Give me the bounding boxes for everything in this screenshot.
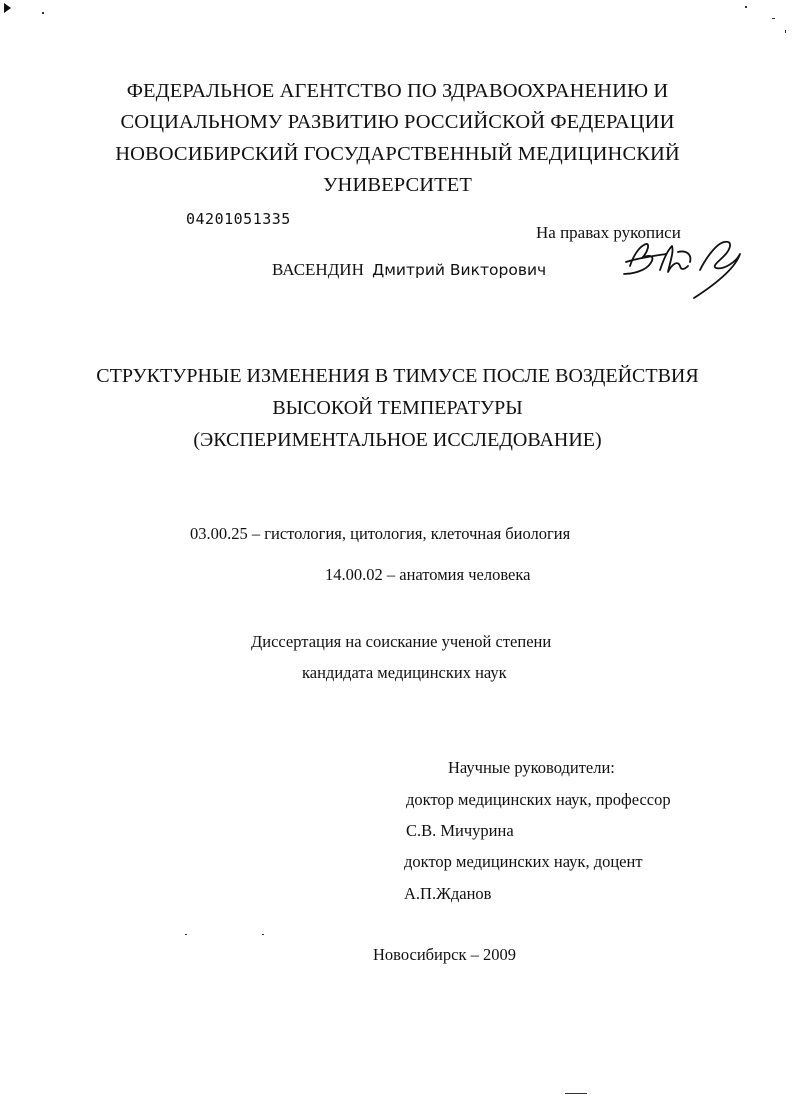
author-given-names: Дмитрий Викторович — [372, 261, 547, 279]
thesis-title-line-3: (ЭКСПЕРИМЕНТАЛЬНОЕ ИССЛЕДОВАНИЕ) — [193, 429, 602, 451]
specialty-code-2: 14.00.02 – анатомия человека — [325, 565, 531, 584]
scan-corner-mark-icon — [3, 2, 13, 14]
supervisor-1-title: доктор медицинских наук, профессор — [406, 790, 671, 809]
thesis-title-line-2: ВЫСОКОЙ ТЕМПЕРАТУРЫ — [272, 397, 523, 419]
author-name — [272, 260, 546, 280]
scan-speck — [745, 6, 747, 8]
institution-line-2: СОЦИАЛЬНОМУ РАЗВИТИЮ РОССИЙСКОЙ ФЕДЕРАЦИИ — [120, 111, 675, 133]
degree-line-2: кандидата медицинских наук — [302, 663, 507, 682]
supervisor-2-name: А.П.Жданов — [404, 884, 492, 903]
supervisor-2-title: доктор медицинских наук, доцент — [404, 852, 643, 871]
catalog-number: 04201051335 — [186, 210, 291, 228]
specialty-code-1: 03.00.25 – гистология, цитология, клеточная биология — [190, 524, 571, 543]
place-and-year: Новосибирск – 2009 — [373, 945, 516, 964]
scan-speck — [772, 18, 775, 19]
scan-speck — [565, 1093, 587, 1094]
scan-speck — [42, 12, 44, 14]
thesis-title-line-1: СТРУКТУРНЫЕ ИЗМЕНЕНИЯ В ТИМУСЕ ПОСЛЕ ВОЗДЕЙСТВИЯ — [96, 365, 699, 387]
scan-speck — [185, 934, 187, 935]
scan-speck — [785, 30, 786, 33]
supervisor-1-name: С.В. Мичурина — [406, 821, 514, 840]
scan-speck — [262, 934, 264, 935]
author-surname: ВАСЕНДИН — [272, 260, 364, 279]
degree-line-1: Диссертация на соискание ученой степени — [251, 632, 552, 651]
institution-line-1: ФЕДЕРАЛЬНОЕ АГЕНТСТВО ПО ЗДРАВООХРАНЕНИЮ И — [126, 80, 669, 102]
supervisors-heading: Научные руководители: — [448, 758, 615, 777]
handwritten-signature-icon — [620, 232, 750, 302]
institution-line-3: НОВОСИБИРСКИЙ ГОСУДАРСТВЕННЫЙ МЕДИЦИНСКИЙ — [115, 143, 680, 165]
institution-line-4: УНИВЕРСИТЕТ — [322, 174, 473, 196]
manuscript-rights-note: На правах рукописи — [536, 223, 681, 242]
